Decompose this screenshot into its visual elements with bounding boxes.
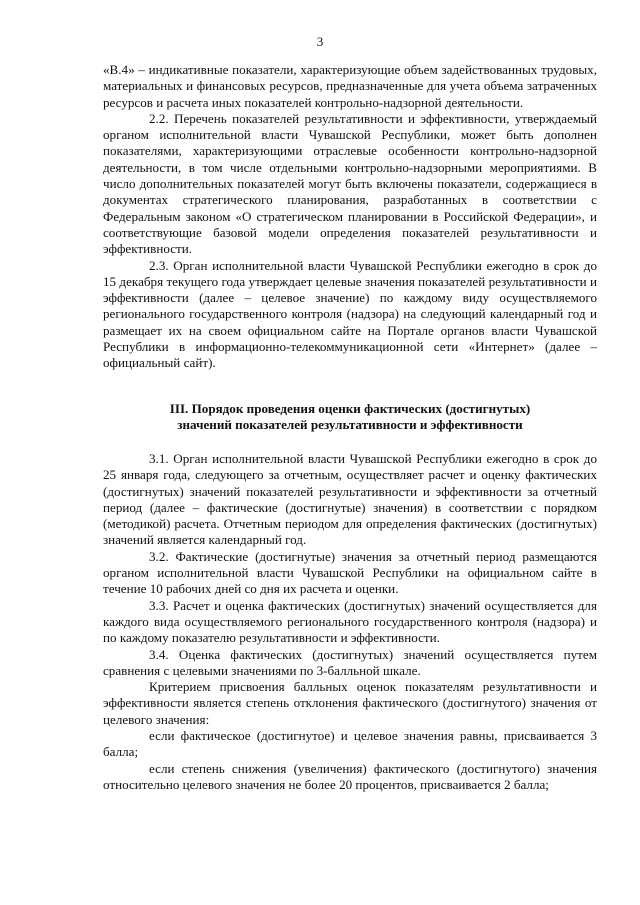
- paragraph-2-points: если степень снижения (увеличения) фактического (достигнутого) значения относительно целевого значения не более 20 процентов, присваивается 2 балла;: [103, 760, 597, 792]
- heading-line-1: III. Порядок проведения оценки фактических (достигнутых): [169, 401, 531, 416]
- page-number: 3: [316, 34, 324, 49]
- paragraph-3-4: 3.4. Оценка фактических (достигнутых) значений осуществляется путем сравнения с целевыми значениями по 3-балльной шкале.: [103, 646, 597, 678]
- section-three-body: [103, 451, 597, 793]
- paragraph-criterion: Критерием присвоения балльных оценок показателям результативности и эффективности является степень отклонения фактического (достигнутого) значения от целевого значения:: [103, 679, 597, 727]
- paragraph-3-points: если фактическое (достигнутое) и целевое значения равны, присваивается 3 балла;: [103, 728, 597, 760]
- section-three-heading: [103, 401, 597, 434]
- paragraph-2-3: 2.3. Орган исполнительной власти Чувашской Республики ежегодно в срок до 15 декабря текущего года утверждает целевые значения показателей результативности и эффективности (далее – целевое значение) по каждому виду осуществляемого регионального государственного контроля (надзора) на следующий календарный год и размещает их на своем официальном сайте на Портале органов власти Чувашской Республики в информационно-телекоммуникационной сети «Интернет» (далее – официальный сайт).: [103, 257, 597, 371]
- paragraph-3-1: 3.1. Орган исполнительной власти Чувашской Республики ежегодно в срок до 25 января года, следующего за отчетным, осуществляет расчет и оценку фактических (достигнутых) значений показателей результативности и эффективности за отчетный период (далее – фактические (достигнутые) значения) в соответствии с порядком (методикой) расчета. Отчетным периодом для определения фактических (достигнутых) значений является календарный год.: [103, 451, 597, 548]
- heading-line-2: значений показателей результативности и эффективности: [177, 417, 523, 433]
- paragraph-2-2: 2.2. Перечень показателей результативности и эффективности, утверждаемый органом исполнительной власти Чувашской Республики, может быть дополнен показателями, характеризующими отраслевые особенности контрольно-надзорной деятельности, в том числе отдельными контрольно-надзорными мероприятиями. В число дополнительных показателей могут быть включены показатели, содержащиеся в документах стратегического планирования, разработанных в соответствии с Федеральным законом «О стратегическом планировании в Российской Федерации», и соответствующие базовой модели определения показателей результативности и эффективности.: [103, 110, 597, 257]
- paragraph-3-2: 3.2. Фактические (достигнутые) значения за отчетный период размещаются органом исполнительной власти Чувашской Республики на официальном сайте в течение 10 рабочих дней со дня их расчета и оценки.: [103, 548, 597, 597]
- paragraph-3-3: 3.3. Расчет и оценка фактических (достигнутых) значений осуществляется для каждого вида осуществляемого регионального государственного контроля (надзора) и по каждому показателю результативности и эффективности.: [103, 597, 597, 646]
- section-two-continuation: [103, 62, 597, 372]
- paragraph-indicator-b4: «В.4» – индикативные показатели, характеризующие объем задействованных трудовых, материальных и финансовых ресурсов, предназначенные для учета объема затраченных ресурсов и расчета иных показателей контрольно-надзорной деятельности.: [103, 62, 597, 110]
